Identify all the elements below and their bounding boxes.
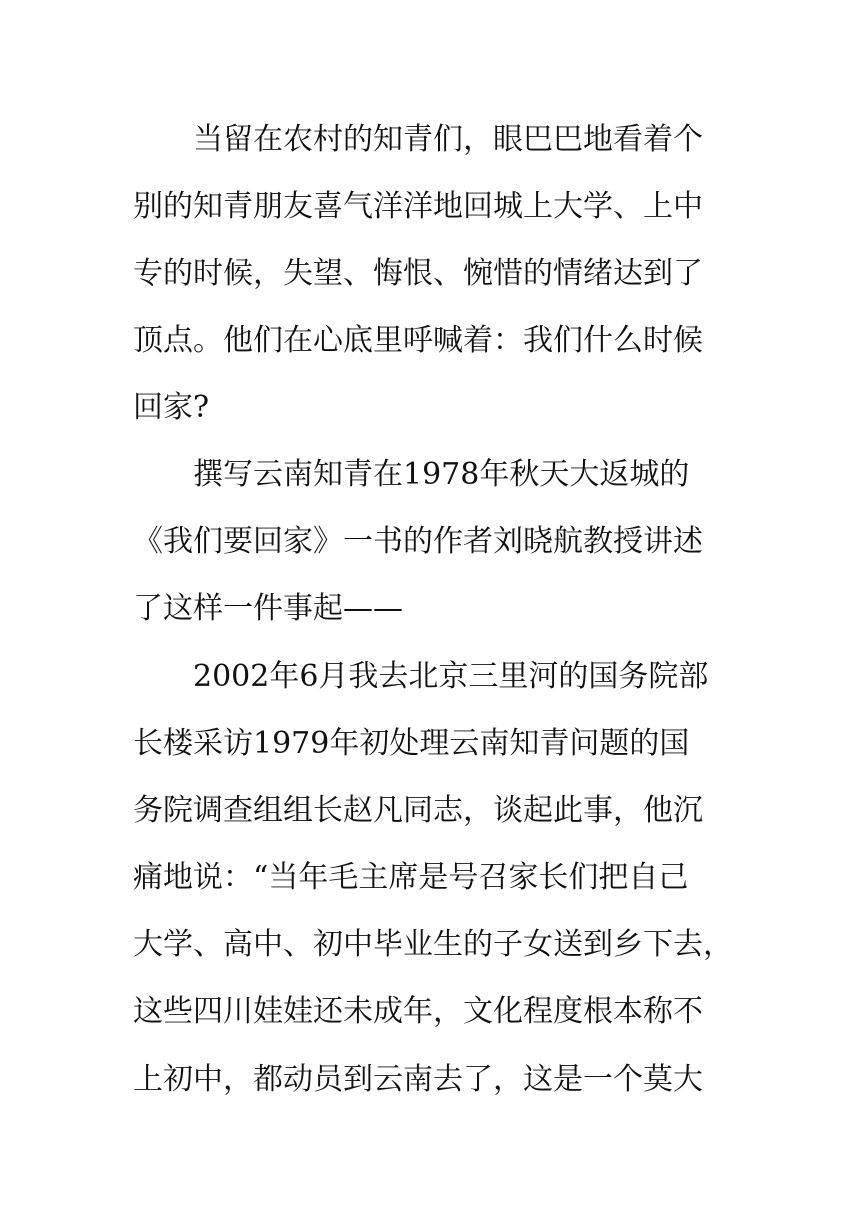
paragraph-1-line-5: 回家? [133, 390, 210, 425]
paragraph-1-line-3: 专的时候，失望、悔恨、惋惜的情绪达到了 [133, 256, 703, 291]
paragraph-3-line-4: 痛地说：“当年毛主席是号召家长们把自己 [133, 860, 689, 895]
paragraph-2-line-3: 了这样一件事起—— [133, 591, 403, 626]
paragraph-2-line-2: 《我们要回家》一书的作者刘晓航教授讲述 [133, 524, 703, 559]
paragraph-1-line-4: 顶点。他们在心底里呼喊着：我们什么时候 [133, 323, 703, 358]
paragraph-3-line-1: 2002年6月我去北京三里河的国务院部 [193, 659, 709, 694]
paragraph-1-line-1: 当留在农村的知青们，眼巴巴地看着个 [193, 122, 703, 157]
paragraph-2-line-1: 撰写云南知青在1978年秋天大返城的 [193, 457, 690, 492]
paragraph-3-line-6: 这些四川娃娃还未成年，文化程度根本称不 [133, 994, 703, 1029]
paragraph-3-line-5: 大学、高中、初中毕业生的子女送到乡下去， [133, 927, 733, 962]
paragraph-3-line-2: 长楼采访1979年初处理云南知青问题的国 [133, 726, 690, 761]
paragraph-3-line-3: 务院调查组组长赵凡同志，谈起此事，他沉 [133, 793, 703, 828]
paragraph-3-line-7: 上初中，都动员到云南去了，这是一个莫大 [133, 1062, 703, 1097]
paragraph-1-line-2: 别的知青朋友喜气洋洋地回城上大学、上中 [133, 189, 703, 224]
